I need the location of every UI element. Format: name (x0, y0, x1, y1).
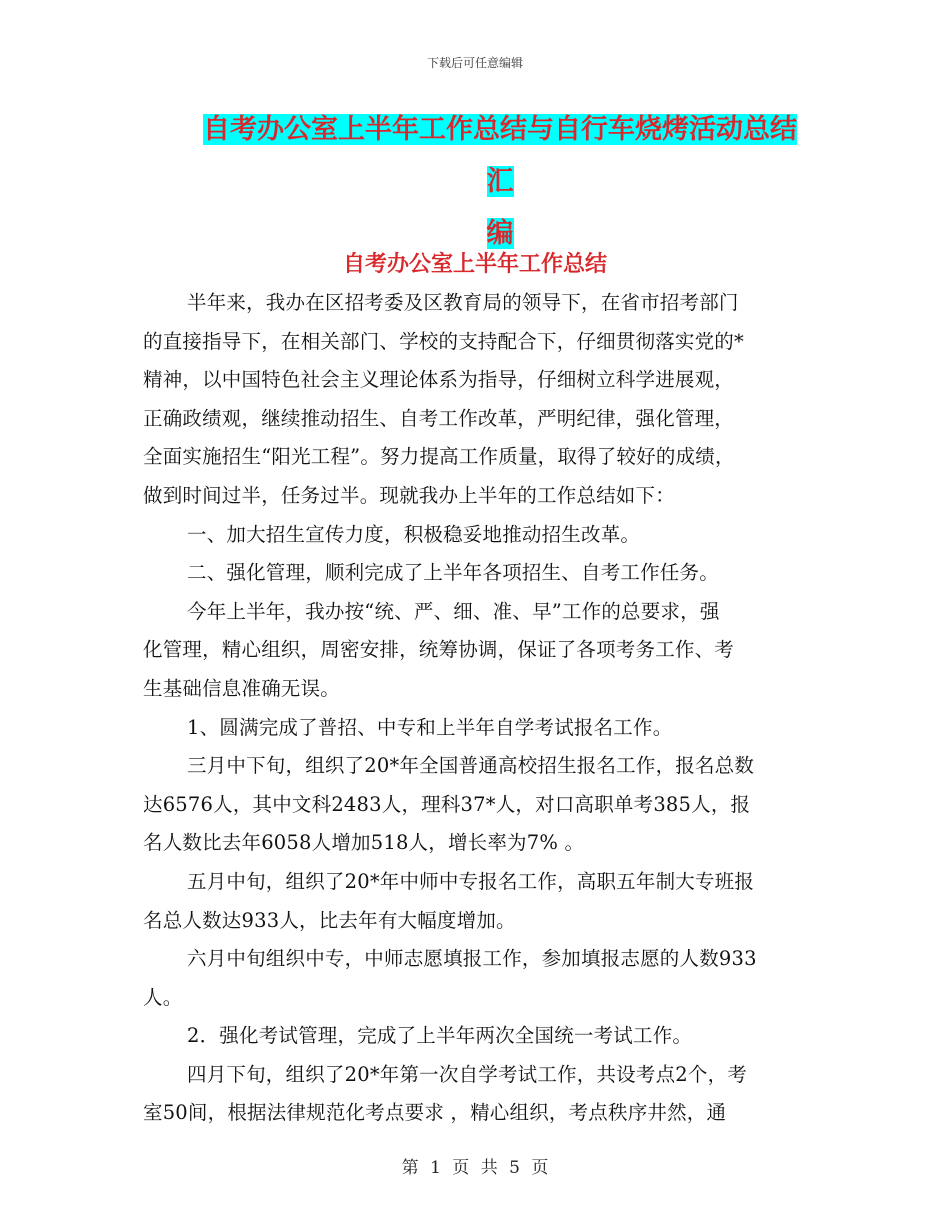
text-line: 三月中下旬，组织了20*年全国普通高校招生报名工作，报名总数 (187, 754, 755, 778)
text-line: 一、加大招生宣传力度，积极稳妥地推动招生改革。 (187, 522, 641, 546)
text-line: 做到时间过半，任务过半。现就我办上半年的工作总结如下： (143, 483, 675, 507)
text-line: 生基础信息准确无误。 (143, 676, 341, 700)
text-line: 今年上半年，我办按“统、严、细、准、早”工作的总要求，强 (187, 599, 720, 623)
text-line: 1、圆满完成了普招、中专和上半年自学考试报名工作。 (187, 715, 673, 739)
text-line: 四月下旬，组织了20*年第一次自学考试工作，共设考点2个，考 (187, 1062, 747, 1086)
section-title: 自考办公室上半年工作总结 (342, 251, 607, 277)
document-title (190, 104, 810, 260)
title-line-2: 编 (486, 218, 514, 249)
text-line: 名总人数达933人，比去年有大幅度增加。 (143, 908, 516, 932)
text-line: 的直接指导下，在相关部门、学校的支持配合下，仔细贯彻落实党的* (143, 329, 744, 353)
text-line: 二、强化管理，顺利完成了上半年各项招生、自考工作任务。 (187, 561, 719, 585)
text-line: 半年来，我办在区招考委及区教育局的领导下，在省市招考部门 (187, 291, 739, 314)
page-footer: 第 1 页 共 5 页 (401, 1158, 549, 1178)
text-line: 全面实施招生“阳光工程”。努力提高工作质量，取得了较好的成绩， (143, 445, 735, 469)
text-line: 2．强化考试管理，完成了上半年两次全国统一考试工作。 (187, 1024, 693, 1048)
header-note: 下载后可任意编辑 (426, 56, 523, 70)
text-line: 达6576人，其中文科2483人，理科37*人，对口高职单考385人，报 (143, 792, 751, 816)
text-line: 五月中旬，组织了20*年中师中专报名工作，高职五年制大专班报 (187, 869, 755, 893)
title-line-1: 自考办公室上半年工作总结与自行车烧烤活动总结汇 (203, 114, 797, 197)
body-text (143, 284, 813, 1133)
text-line: 名人数比去年6058人增加518人，增长率为7% 。 (143, 831, 585, 855)
text-line: 室50间，根据法律规范化考点要求 ，精心组织，考点秩序井然，通 (143, 1101, 727, 1125)
text-line: 化管理，精心组织，周密安排，统筹协调，保证了各项考务工作、考 (143, 638, 735, 662)
text-line: 正确政绩观，继续推动招生、自考工作改革，严明纪律，强化管理， (143, 406, 735, 430)
text-line: 精神，以中国特色社会主义理论体系为指导，仔细树立科学进展观， (143, 368, 735, 392)
text-line: 人。 (143, 985, 183, 1009)
text-line: 六月中旬组织中专，中师志愿填报工作，参加填报志愿的人数933 (187, 947, 757, 971)
